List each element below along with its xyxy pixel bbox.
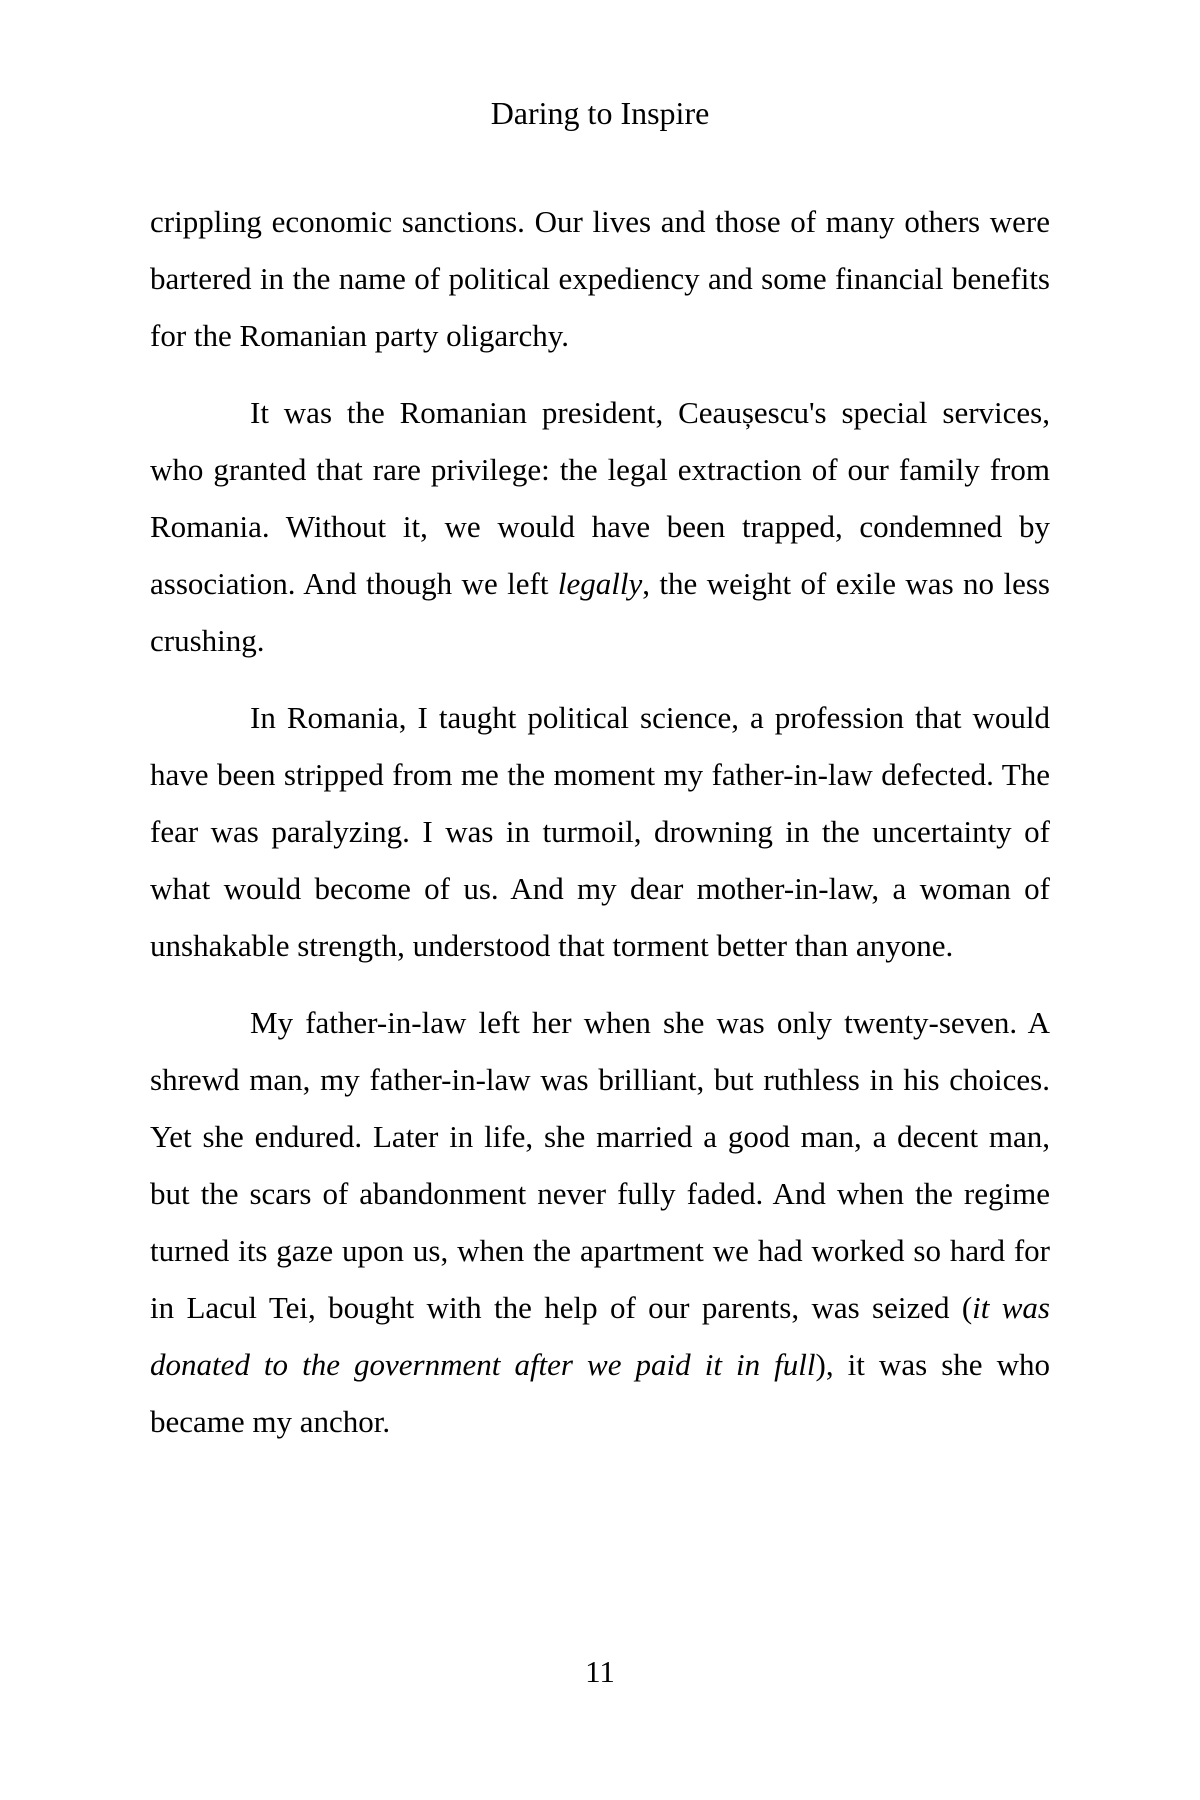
text-run: ), it was she who became my anchor. [150, 1347, 1050, 1439]
text-run-italic: legally [557, 566, 643, 601]
page-header [0, 0, 1200, 136]
paragraph [150, 193, 1050, 364]
text-run: crippling economic sanctions. Our lives and those of many others were bartered in the name of political expediency and some financial benefits for the Romanian party oligarchy. [150, 204, 1050, 353]
text-run: , the weight of exile was no less crushing. [150, 566, 1050, 658]
paragraph [150, 689, 1050, 974]
text-run-italic: it was donated to the government after we paid it in full [150, 1290, 1050, 1382]
text-run: It was the Romanian president, Ceaușescu's special services, who granted that rare privilege: the legal extraction of our family from Romania. Without it, we would have been trapped, condemned by association. And though we left [150, 395, 1050, 601]
paragraph [150, 384, 1050, 669]
page-footer [0, 1652, 1200, 1692]
paragraph [150, 994, 1050, 1450]
page-number: 11 [585, 1654, 615, 1689]
page-body [150, 193, 1050, 1450]
text-run: In Romania, I taught political science, a profession that would have been stripped from me the moment my father-in-law defected. The fear was paralyzing. I was in turmoil, drowning in the uncertainty of what would become of us. And my dear mother-in-law, a woman of unshakable strength, understood that torment better than anyone. [150, 700, 1050, 963]
text-run: My father-in-law left her when she was only twenty-seven. A shrewd man, my father-in-law was brilliant, but ruthless in his choices. Yet she endured. Later in life, she married a good man, a decent man, but the scars of abandonment never fully faded. And when the regime turned its gaze upon us, when the apartment we had worked so hard for in Lacul Tei, bought with the help of our parents, was seized ( [150, 1005, 1050, 1325]
page-title: Daring to Inspire [490, 95, 710, 131]
